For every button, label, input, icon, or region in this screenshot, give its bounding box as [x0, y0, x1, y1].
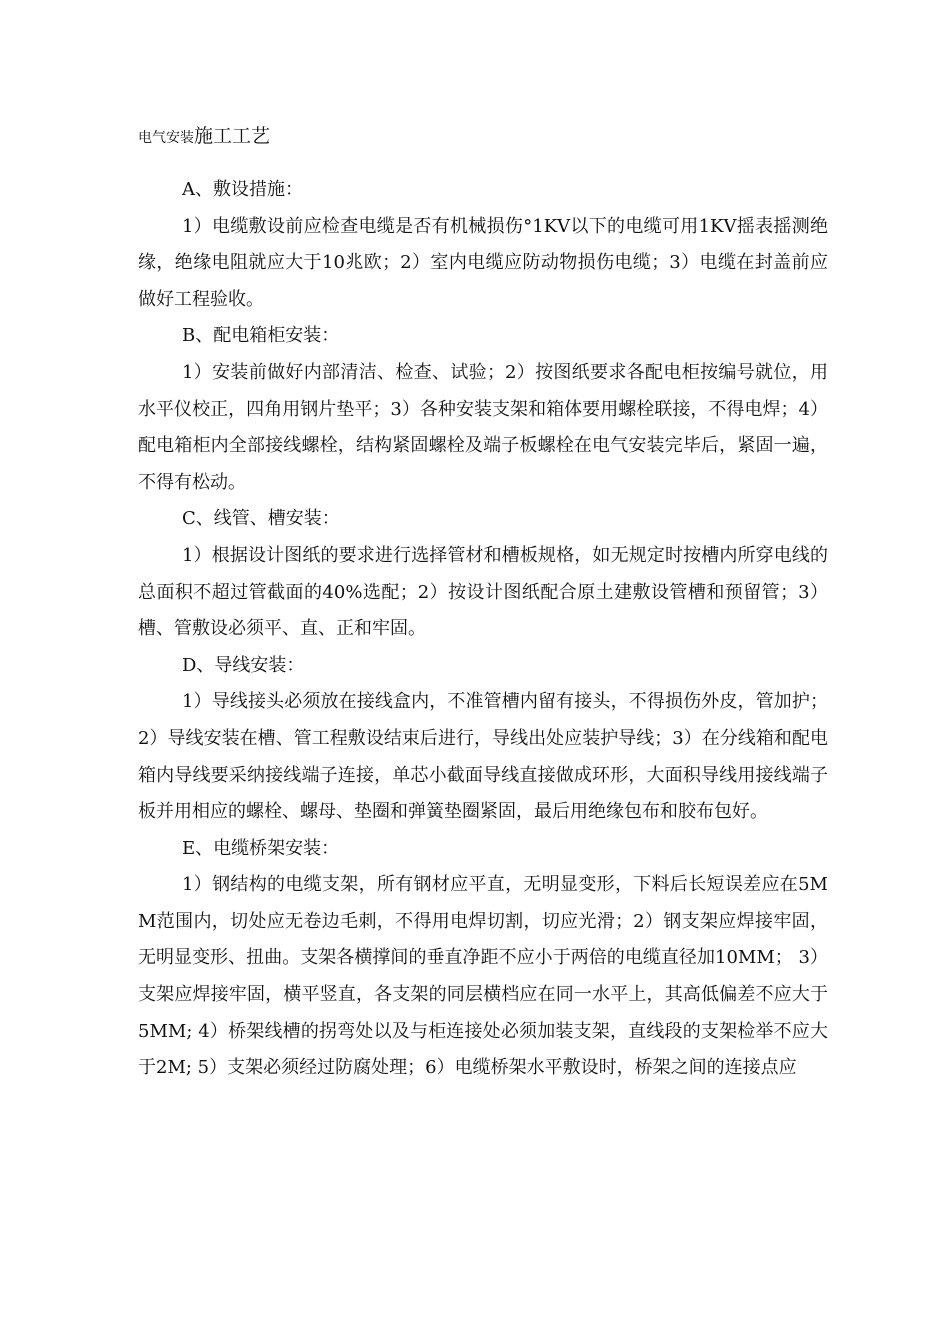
section-body-e: 1）钢结构的电缆支架，所有钢材应平直，无明显变形，下料后长短误差应在5MM范围内，切处应无卷边毛刺，不得用电焊切割，切应光滑；2）钢支架应焊接牢固，无明显变形、扭曲。支架各横撑间的垂直净距不应小于两倍的电缆直径加10MM； 3）支架应焊接牢固，横平竖直，各支架的同层横档应在同一水平上，其高低偏差不应大于5MM; 4）桥架线槽的拐弯处以及与柜连接处必须加装支架，直线段的支架检举不应大于2M; 5）支架必须经过防腐处理；6）电缆桥架水平敷设时，桥架之间的连接点应 — [138, 874, 828, 1079]
document-page — [138, 120, 828, 1087]
section-body-d: 1）导线接头必须放在接线盒内，不准管槽内留有接头，不得损伤外皮，管加护； 2）导线安装在槽、管工程敷设结束后进行，导线出处应装护导线；3）在分线箱和配电箱内导线要采纳接线端子连接，单芯小截面导线直接做成环形，大面积导线用接线端子板并用相应的螺栓、螺母、垫圈和弹簧垫圈紧固，最后用绝缘包布和胶布包好。 — [138, 691, 828, 823]
section-body-c: 1）根据设计图纸的要求进行选择管材和槽板规格，如无规定时按槽内所穿电线的总面积不超过管截面的40%选配；2）按设计图纸配合原土建敷设管槽和预留管；3）槽、管敷设必须平、直、正和牢固。 — [138, 544, 828, 640]
section-heading-e: E、电缆桥架安装： — [182, 837, 340, 859]
section-heading-c: C、线管、槽安装： — [182, 508, 340, 530]
section-body-a: 1）电缆敷设前应检查电缆是否有机械损伤°1KV以下的电缆可用1KV摇表摇测绝缘，绝缘电阻就应大于10兆欧；2）室内电缆应防动物损伤电缆；3）电缆在封盖前应做好工程验收。 — [138, 215, 828, 310]
document-title — [138, 120, 828, 152]
section-body-b: 1）安装前做好内部清洁、检查、试验；2）按图纸要求各配电柜按编号就位，用水平仪校正，四角用钢片垫平；3）各种安装支架和箱体要用螺栓联接，不得电焊；4）配电箱柜内全部接线螺栓，结构紧固螺栓及端子板螺栓在电气安装完毕后，紧固一遍，不得有松动。 — [138, 361, 828, 493]
section-heading-b: B、配电箱柜安装： — [182, 325, 340, 347]
title-prefix: 电气安装 — [138, 130, 194, 146]
section-heading-a: A、敷设措施： — [182, 179, 303, 200]
section-heading-d: D、导线安装： — [182, 654, 305, 676]
title-main: 施工工艺 — [194, 125, 271, 147]
